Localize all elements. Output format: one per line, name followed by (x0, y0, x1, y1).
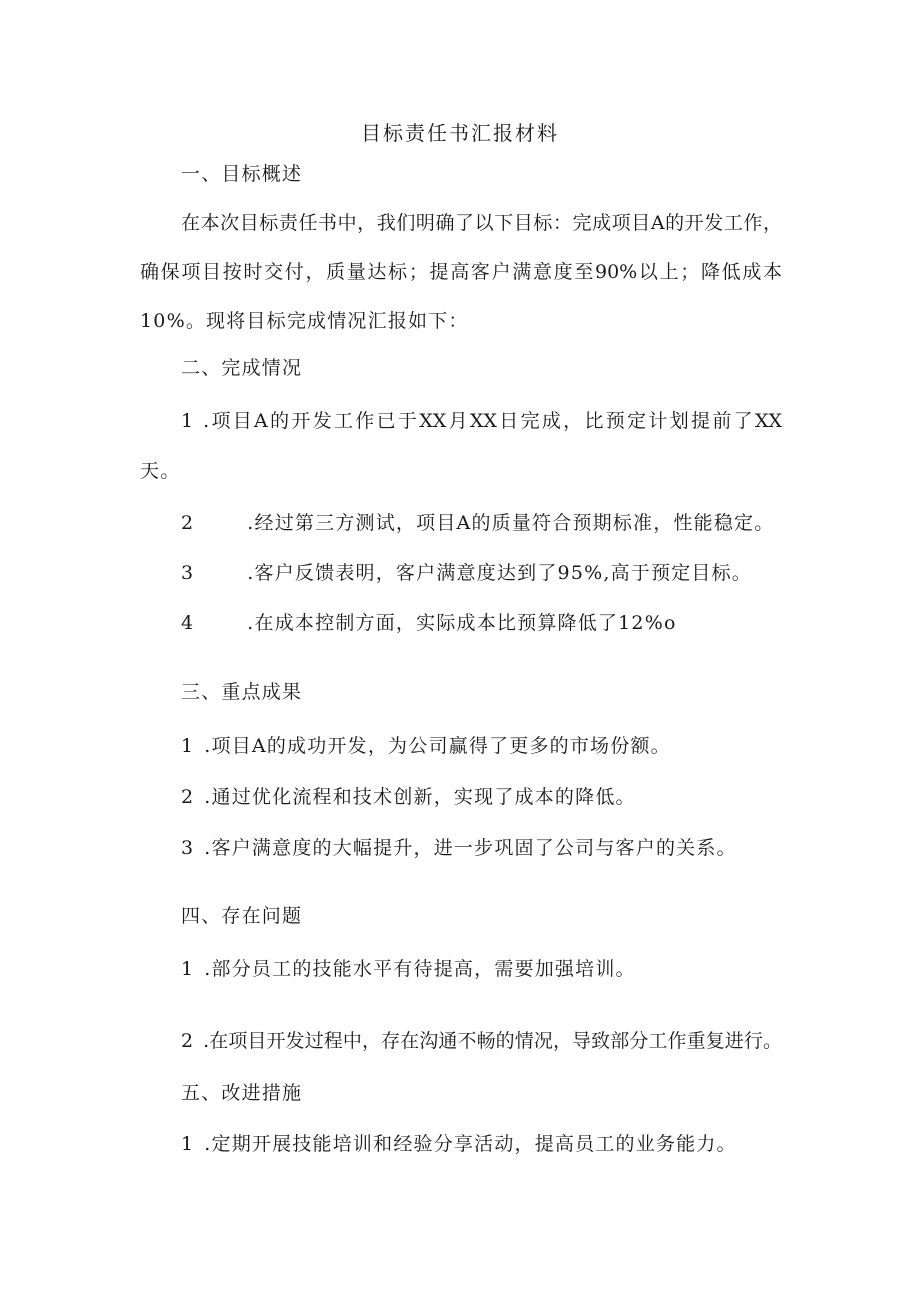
achievement-item-3 (181, 836, 737, 860)
list-item-text: .在项目开发过程中，存在沟通不畅的情况，导致部分工作重复进行。 (203, 1030, 782, 1052)
list-item-text: .定期开展技能培训和经验分享活动，提高员工的业务能力。 (204, 1133, 737, 1155)
section-heading-measures: 五、改进措施 (181, 1082, 303, 1104)
overview-paragraph-line-1: 在本次目标责任书中，我们明确了以下目标：完成项目A的开发工作， (181, 212, 782, 234)
completion-item-1 (181, 409, 782, 433)
completion-item-4 (181, 611, 677, 635)
section-heading-problems: 四、存在问题 (181, 905, 303, 927)
problem-item-1 (181, 957, 636, 981)
achievement-item-2 (181, 785, 636, 809)
measure-item-1 (181, 1132, 737, 1156)
overview-paragraph-line-2: 确保项目按时交付，质量达标；提高客户满意度至90%以上；降低成本 (140, 261, 782, 283)
list-number: 1 (181, 410, 194, 432)
list-number: 1 (181, 735, 195, 757)
list-number: 3 (181, 837, 195, 859)
document-title: 目标责任书汇报材料 (361, 121, 559, 145)
completion-item-2 (181, 511, 774, 535)
list-item-text: .经过第三方测试，项目A的质量符合预期标准，性能稳定。 (247, 512, 775, 534)
list-number: 3 (181, 562, 195, 584)
list-item-text: .客户反馈表明，客户满意度达到了95%,高于预定目标。 (247, 562, 753, 584)
list-item-text: .部分员工的技能水平有待提高，需要加强培训。 (204, 958, 636, 980)
list-number: 1 (181, 1133, 195, 1155)
completion-item-3 (181, 561, 752, 585)
list-number: 2 (181, 1030, 194, 1052)
list-item-text: .在成本控制方面，实际成本比预算降低了12%o (247, 612, 677, 634)
list-number: 2 (181, 786, 195, 808)
list-item-text: .项目A的开发工作已于XX月XX日完成，比预定计划提前了XX (203, 410, 782, 432)
list-item-text: .客户满意度的大幅提升，进一步巩固了公司与客户的关系。 (204, 837, 737, 859)
overview-paragraph-line-3: 10%。现将目标完成情况汇报如下： (140, 310, 469, 332)
list-number: 1 (181, 958, 195, 980)
list-item-text: .通过优化流程和技术创新，实现了成本的降低。 (204, 786, 636, 808)
list-number: 2 (181, 512, 195, 534)
list-item-text: .项目A的成功开发，为公司赢得了更多的市场份额。 (204, 735, 671, 757)
completion-item-1-continuation: 天。 (140, 460, 181, 482)
problem-item-2 (181, 1029, 782, 1053)
section-heading-overview: 一、目标概述 (181, 163, 303, 185)
achievement-item-1 (181, 734, 671, 758)
section-heading-achievements: 三、重点成果 (181, 681, 303, 703)
section-heading-completion: 二、完成情况 (181, 357, 303, 379)
list-number: 4 (181, 612, 195, 634)
